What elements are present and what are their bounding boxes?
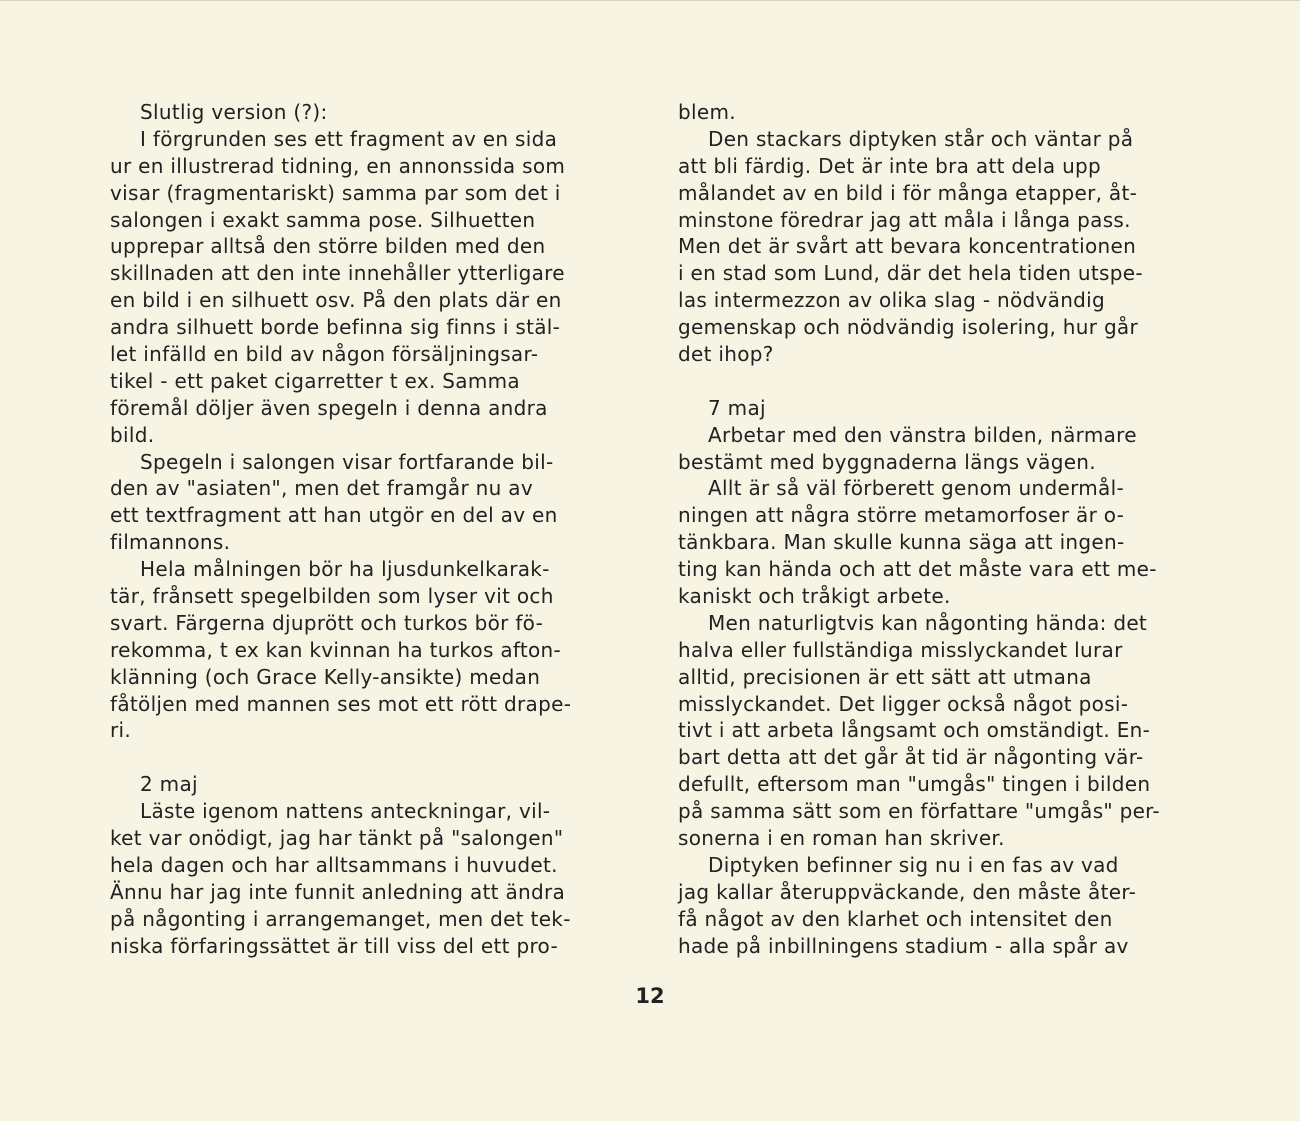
text-line: Den stackars diptyken står och väntar på [708, 126, 1134, 151]
text-line: Men naturligtvis kan någonting hända: det [708, 610, 1148, 635]
text-line: niska förfaringssättet är till viss del ett pro- [110, 933, 558, 958]
text-line: tikel - ett paket cigarretter t ex. Samma [110, 368, 520, 393]
page-number: 12 [635, 984, 665, 1008]
text-line: sonerna i en roman han skriver. [678, 826, 1005, 851]
text-line: målandet av en bild i för många etapper, åt- [678, 180, 1138, 205]
text-line: det ihop? [678, 342, 774, 367]
text-line: blem. [678, 100, 736, 124]
text-line: minstone föredrar jag att måla i långa pass. [678, 207, 1131, 232]
text-line: föremål döljer även spegeln i denna andra [110, 395, 548, 420]
text-line: Slutlig version (?): [140, 100, 328, 124]
left-text-column [110, 99, 650, 960]
text-line: hela dagen och har alltsammans i huvudet. [110, 852, 558, 877]
text-line: Spegeln i salongen visar fortfarande bil- [140, 449, 554, 474]
text-line: defullt, eftersom man "umgås" tingen i bilden [678, 772, 1151, 797]
text-line: Arbetar med den vänstra bilden, närmare [708, 422, 1137, 447]
text-line: misslyckandet. Det ligger också något posi- [678, 691, 1129, 716]
text-line: klänning (och Grace Kelly-ansikte) medan [110, 664, 541, 689]
text-line: svart. Färgerna djuprött och turkos bör fö- [110, 610, 544, 635]
text-line: gemenskap och nödvändig isolering, hur går [678, 315, 1139, 340]
text-line: ting kan hända och att det måste vara ett me- [678, 557, 1157, 582]
text-line: den av "asiaten", men det framgår nu av [110, 476, 533, 501]
text-line: Läste igenom nattens anteckningar, vil- [140, 799, 551, 824]
text-line: tivt i att arbeta långsamt och omständigt. En- [678, 718, 1151, 743]
text-line: Diptyken befinner sig nu i en fas av vad [708, 852, 1119, 877]
text-line: salongen i exakt samma pose. Silhuetten [110, 207, 536, 232]
text-line: få något av den klarhet och intensitet den [678, 906, 1113, 931]
text-line: ket var onödigt, jag har tänkt på "salongen" [110, 826, 564, 851]
text-line: las intermezzon av olika slag - nödvändig [678, 288, 1106, 313]
text-line: alltid, precisionen är ett sätt att utmana [678, 664, 1092, 689]
text-line: tänkbara. Man skulle kunna säga att ingen- [678, 530, 1125, 555]
text-line: visar (fragmentariskt) samma par som det i [110, 180, 561, 205]
text-line: bestämt med byggnaderna längs vägen. [678, 449, 1096, 474]
text-line: upprepar alltså den större bilden med den [110, 234, 546, 259]
text-line: I förgrunden ses ett fragment av en sida [140, 126, 558, 151]
text-line: på någonting i arrangemanget, men det tek- [110, 906, 571, 931]
paragraph-gap [678, 368, 1228, 395]
text-line: 7 maj [708, 395, 766, 420]
text-line: ur en illustrerad tidning, en annonssida som [110, 153, 566, 178]
text-line: Allt är så väl förberett genom undermål- [708, 476, 1124, 501]
text-line: let infälld en bild av någon försäljningsar- [110, 342, 539, 367]
text-line: Ännu har jag inte funnit anledning att ändra [110, 879, 566, 904]
text-line: rekomma, t ex kan kvinnan ha turkos afton- [110, 637, 562, 662]
text-line: på samma sätt som en författare "umgås" per- [678, 799, 1160, 824]
text-line: ningen att några större metamorfoser är o- [678, 503, 1125, 528]
paragraph-gap [110, 744, 650, 771]
text-line: Men det är svårt att bevara koncentrationen [678, 234, 1137, 259]
text-line: att bli färdig. Det är inte bra att dela upp [678, 153, 1102, 178]
text-line: i en stad som Lund, där det hela tiden utspe- [678, 261, 1143, 286]
text-line: Hela målningen bör ha ljusdunkelkarak- [140, 557, 550, 582]
text-line: skillnaden att den inte innehåller ytterligare [110, 261, 565, 286]
text-line: fåtöljen med mannen ses mot ett rött drape- [110, 691, 572, 716]
text-line: en bild i en silhuett osv. På den plats där en [110, 288, 562, 313]
text-line: 2 maj [140, 772, 198, 797]
text-line: ri. [110, 718, 132, 743]
right-text-column [678, 99, 1228, 960]
text-line: bild. [110, 422, 155, 447]
text-line: jag kallar återuppväckande, den måste åter- [678, 879, 1137, 904]
text-line: filmannons. [110, 530, 231, 555]
text-line: andra silhuett borde befinna sig finns i stäl- [110, 315, 561, 340]
text-line: bart detta att det går åt tid är någonting vär- [678, 745, 1144, 770]
text-line: kaniskt och tråkigt arbete. [678, 584, 951, 609]
text-line: hade på inbillningens stadium - alla spår av [678, 933, 1129, 958]
text-line: tär, frånsett spegelbilden som lyser vit och [110, 584, 554, 609]
text-line: halva eller fullständiga misslyckandet lurar [678, 637, 1123, 662]
text-line: ett textfragment att han utgör en del av en [110, 503, 558, 528]
